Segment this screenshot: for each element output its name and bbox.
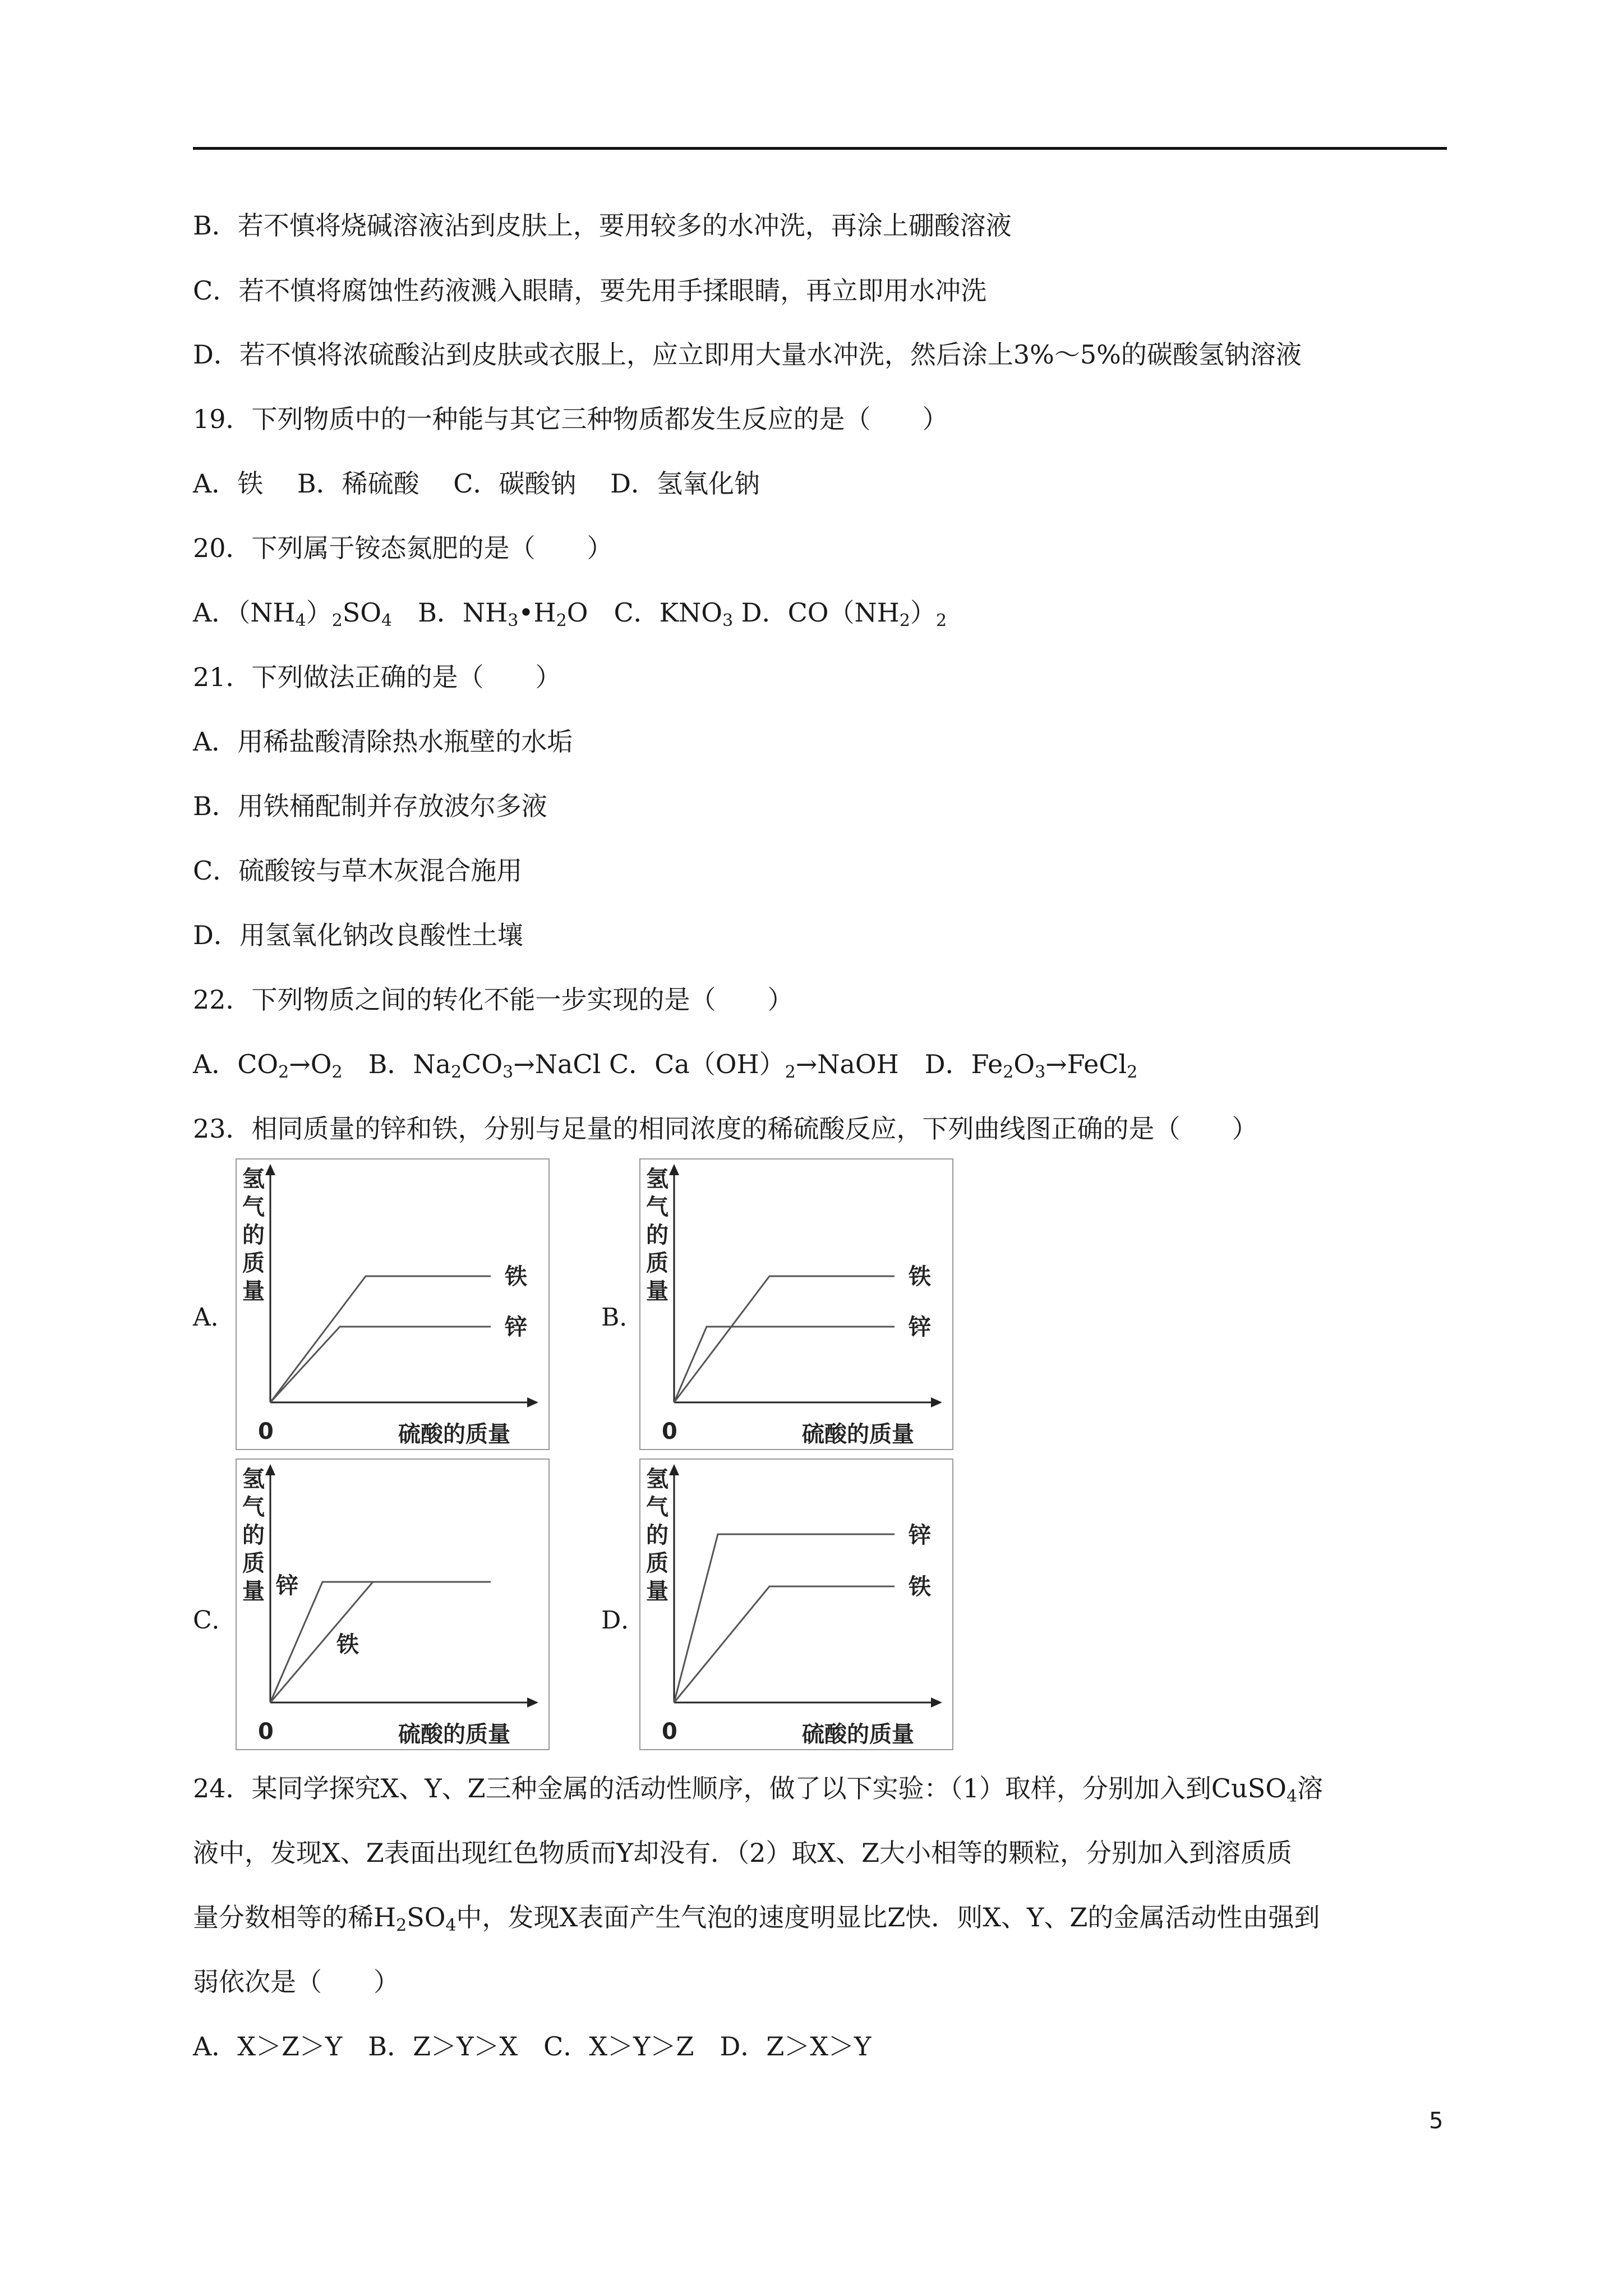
origin-label: 0	[662, 1719, 677, 1745]
y-label-char: 质	[242, 1250, 265, 1276]
graph-c-label: C．	[193, 1606, 237, 1635]
zn-curve	[674, 1534, 895, 1703]
graph-a-label: A．	[193, 1303, 236, 1332]
graph-b-svg	[639, 1158, 953, 1450]
y-label-char: 质	[242, 1550, 265, 1576]
q21-option-a: A．用稀盐酸清除热水瓶壁的水垢	[193, 726, 573, 757]
q20-options: A．$(NH_4)_2SO_4$ B．$NH_3•H_2O$ C．$KNO_3$ D．$CO(NH_2)_2$	[193, 597, 947, 631]
x-axis-label: 硫酸的质量	[802, 1421, 914, 1447]
q18-option-b: B．若不慎将烧碱溶液沾到皮肤上，要用较多的水冲洗，再涂上硼酸溶液	[193, 210, 1012, 241]
origin-label: 0	[258, 1719, 274, 1745]
graph-b	[639, 1158, 953, 1450]
q22-options: A．$CO_2\to O_2$ B．$Na_2CO_3\to NaCl$ C．$Ca(OH)_2\to NaOH$ D．$Fe_2O_3\to FeCl_2$	[193, 1049, 1138, 1082]
fe-curve	[674, 1586, 895, 1703]
y-label-char: 气	[646, 1194, 668, 1220]
question-24-line-1: 24．某同学探究X、Y、Z三种金属的活动性顺序，做了以下实验：（1）取样，分别加入到CuSO$_4$溶	[193, 1773, 1324, 1806]
y-label-char: 的	[242, 1222, 265, 1248]
zn-label: 锌	[909, 1314, 931, 1340]
y-label-char: 的	[646, 1222, 668, 1248]
question-21: 21．下列做法正确的是（ ）	[193, 662, 561, 692]
y-label-char: 氢	[242, 1166, 265, 1192]
question-20: 20．下列属于铵态氮肥的是（ ）	[193, 533, 613, 563]
question-24-line-4: 弱依次是（ ）	[193, 1967, 399, 1997]
fe-curve	[674, 1276, 895, 1402]
question-24-line-3: 量分数相等的稀$H_2SO_4$中，发现X表面产生气泡的速度明显比Z快．则X、Y、Z的金属活动性由强到	[193, 1902, 1320, 1935]
zn-curve	[270, 1327, 491, 1402]
y-label-char: 的	[242, 1522, 265, 1548]
graph-d-label: D．	[601, 1606, 646, 1635]
x-axis-label: 硫酸的质量	[398, 1421, 510, 1447]
q21-option-c: C．硫酸铵与草木灰混合施用	[193, 855, 523, 886]
zn-curve	[270, 1582, 491, 1703]
page-number: 5	[1429, 2108, 1444, 2134]
y-label-char: 氢	[646, 1466, 668, 1492]
graph-c-svg	[236, 1458, 550, 1750]
graph-a-svg	[236, 1158, 550, 1450]
origin-label: 0	[258, 1419, 274, 1444]
q21-option-d: D．用氢氧化钠改良酸性土壤	[193, 920, 523, 950]
y-label-char: 量	[646, 1278, 668, 1304]
y-label-char: 氢	[242, 1466, 265, 1492]
zn-label: 锌	[909, 1522, 931, 1548]
x-axis-label: 硫酸的质量	[398, 1722, 510, 1747]
question-22: 22．下列物质之间的转化不能一步实现的是（ ）	[193, 984, 794, 1015]
graph-d-svg	[639, 1458, 953, 1750]
y-label-char: 量	[242, 1278, 265, 1304]
q18-option-c: C．若不慎将腐蚀性药液溅入眼睛，要先用手揉眼睛，再立即用水冲洗	[193, 275, 987, 306]
graph-c	[236, 1458, 550, 1750]
y-label-char: 气	[646, 1494, 668, 1520]
zn-label: 锌	[276, 1573, 298, 1599]
zn-label: 锌	[505, 1314, 527, 1340]
fe-curve	[270, 1276, 491, 1402]
question-19: 19．下列物质中的一种能与其它三种物质都发生反应的是（ ）	[193, 404, 948, 434]
q21-option-b: B．用铁桶配制并存放波尔多液	[193, 791, 547, 821]
header-rule	[193, 147, 1447, 150]
graph-d	[639, 1458, 953, 1750]
graph-a	[236, 1158, 550, 1450]
zn-curve	[674, 1327, 895, 1402]
y-label-char: 氢	[646, 1166, 668, 1192]
q24-options: A．X＞Z＞Y B．Z＞Y＞X C．X＞Y＞Z D．Z＞X＞Y	[193, 2031, 872, 2062]
question-23: 23．相同质量的锌和铁，分别与足量的相同浓度的稀硫酸反应，下列曲线图正确的是（ ）	[193, 1114, 1258, 1144]
fe-label: 铁	[909, 1264, 931, 1290]
y-label-char: 量	[646, 1579, 668, 1604]
y-label-char: 的	[646, 1522, 668, 1548]
fe-label: 铁	[909, 1574, 931, 1600]
y-label-char: 气	[242, 1194, 265, 1220]
q19-options: A．铁 B．稀硫酸 C．碳酸钠 D．氢氧化钠	[193, 468, 760, 499]
fe-label: 铁	[336, 1632, 359, 1658]
graph-b-label: B．	[601, 1303, 644, 1332]
x-axis-label: 硫酸的质量	[802, 1722, 914, 1747]
y-label-char: 量	[242, 1579, 265, 1604]
q18-option-d: D．若不慎将浓硫酸沾到皮肤或衣服上，应立即用大量水冲洗，然后涂上3%～5%的碳酸氢钠溶液	[193, 339, 1302, 370]
fe-label: 铁	[505, 1264, 527, 1290]
question-24-line-2: 液中，发现X、Z表面出现红色物质而Y却没有．（2）取X、Z大小相等的颗粒，分别加入到溶质质	[193, 1838, 1293, 1868]
y-label-char: 质	[646, 1550, 668, 1576]
y-label-char: 质	[646, 1250, 668, 1276]
origin-label: 0	[662, 1419, 677, 1444]
y-label-char: 气	[242, 1494, 265, 1520]
